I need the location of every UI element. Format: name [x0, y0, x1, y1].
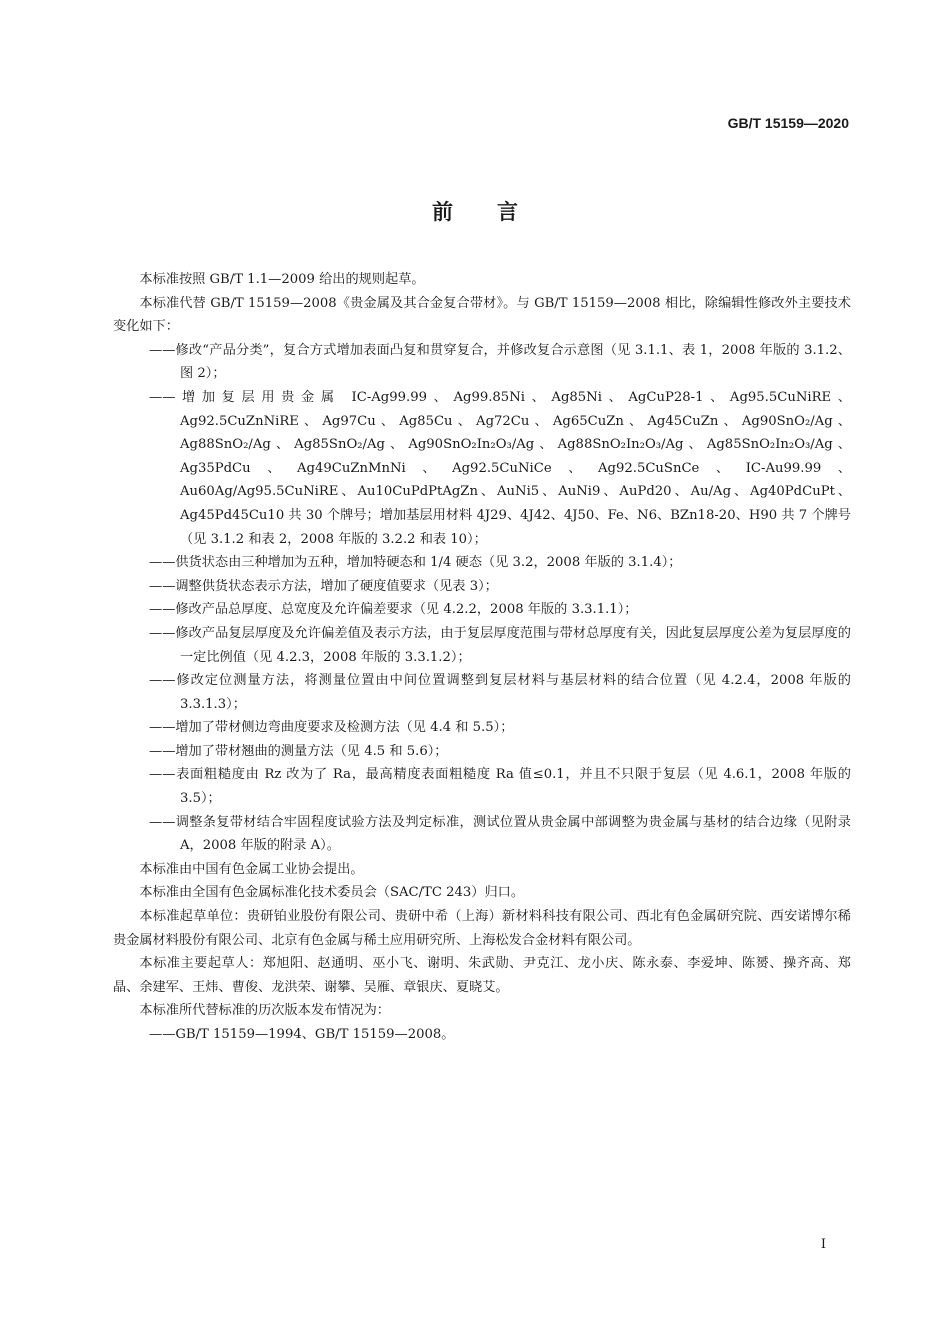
change-item: ——修改产品复层厚度及允许偏差值及表示方法，由于复层厚度范围与带材总厚度有关，因此复层厚度公差为复层厚度的一定比例值（见 4.2.3，2008 年版的 3.3.1.2）； [149, 625, 851, 665]
paragraph: 本标准代替 GB/T 15159—2008《贵金属及其合金复合带材》。与 GB/T 15159—2008 相比，除编辑性修改外主要技术变化如下： [113, 295, 851, 335]
foreword-body [113, 268, 851, 1047]
change-item: ——调整供货状态表示方法，增加了硬度值要求（见表 3）； [149, 578, 498, 594]
page-number: I [820, 1237, 826, 1252]
change-item: ——表面粗糙度由 Rz 改为了 Ra，最高精度表面粗糙度 Ra 值≤0.1，并且不只限于复层（见 4.6.1，2008 年版的 3.5）； [149, 767, 851, 807]
change-item: ——修改定位测量方法，将测量位置由中间位置调整到复层材料与基层材料的结合位置（见 4.2.4，2008 年版的 3.3.1.3）； [149, 673, 851, 712]
change-item: ——调整条复带材结合牢固程度试验方法及判定标准，测试位置从贵金属中部调整为贵金属与基材的结合边缘（见附录 A，2008 年版的附录 A）。 [149, 814, 851, 854]
page-title: 前言 [432, 200, 562, 224]
change-item: ——修改产品总厚度、总宽度及允许偏差要求（见 4.2.2，2008 年版的 3.3.1.1）； [149, 602, 638, 618]
change-item: ——增加了带材侧边弯曲度要求及检测方法（见 4.4 和 5.5）； [149, 720, 514, 736]
paragraph: 本标准按照 GB/T 1.1—2009 给出的规则起草。 [139, 272, 425, 287]
paragraph: 本标准由中国有色金属工业协会提出。 [139, 861, 364, 877]
change-item: ——增加复层用贵金属 IC-Ag99.99、Ag99.85Ni、Ag85Ni、AgCuP28-1、Ag95.5CuNiRE、Ag92.5CuZnNiRE、Ag97Cu、Ag85Cu、Ag72Cu、Ag65CuZn、Ag45CuZn、Ag90SnO₂/Ag、Ag88SnO₂/Ag、Ag85SnO₂/Ag、Ag90SnO₂In₂O₃/Ag、Ag88SnO₂In₂O₃/Ag、Ag85SnO₂In₂O₃/Ag、Ag35PdCu、Ag49CuZnMnNi、Ag92.5CuNiCe、Ag92.5CuSnCe、IC-Au99.99、Au60Ag/Ag95.5CuNiRE、Au10CuPdPtAgZn、AuNi5、AuNi9、AuPd20、Au/Ag、Ag40PdCuPt、Ag45Pd45Cu10 共 30 个牌号；增加基层用材料 4J29、4J42、4J50、Fe、N6、BZn18-20、H90 共 7 个牌号（见 3.1.2 和表 2，2008 年版的 3.2.2 和表 10）； [149, 389, 851, 547]
change-item: ——增加了带材翘曲的测量方法（见 4.5 和 5.6）； [149, 743, 448, 759]
history-item: ——GB/T 15159—1994、GB/T 15159—2008。 [149, 1027, 455, 1042]
standard-number: GB/T 15159—2020 [727, 115, 849, 131]
change-item: ——供货状态由三种增加为五种，增加特硬态和 1/4 硬态（见 3.2，2008 年版的 3.1.4）； [149, 555, 682, 571]
paragraph: 本标准由全国有色金属标准化技术委员会（SAC/TC 243）归口。 [139, 885, 525, 901]
paragraph: 本标准所代替标准的历次版本发布情况为： [139, 1003, 390, 1019]
change-item: ——修改“产品分类”，复合方式增加表面凸复和贯穿复合，并修改复合示意图（见 3.1.1、表 1，2008 年版的 3.1.2、图 2）； [149, 342, 851, 382]
paragraph: 本标准主要起草人：郑旭阳、赵通明、巫小飞、谢明、朱武勋、尹克江、龙小庆、陈永泰、李爱坤、陈赟、操齐高、郑晶、余建军、王炜、曹俊、龙洪荣、谢攀、吴雁、章银庆、夏晓艾。 [113, 956, 851, 995]
paragraph: 本标准起草单位：贵研铂业股份有限公司、贵研中希（上海）新材料科技有限公司、西北有色金属研究院、西安诺博尔稀贵金属材料股份有限公司、北京有色金属与稀土应用研究所、上海松发合金材料有限公司。 [113, 909, 851, 948]
